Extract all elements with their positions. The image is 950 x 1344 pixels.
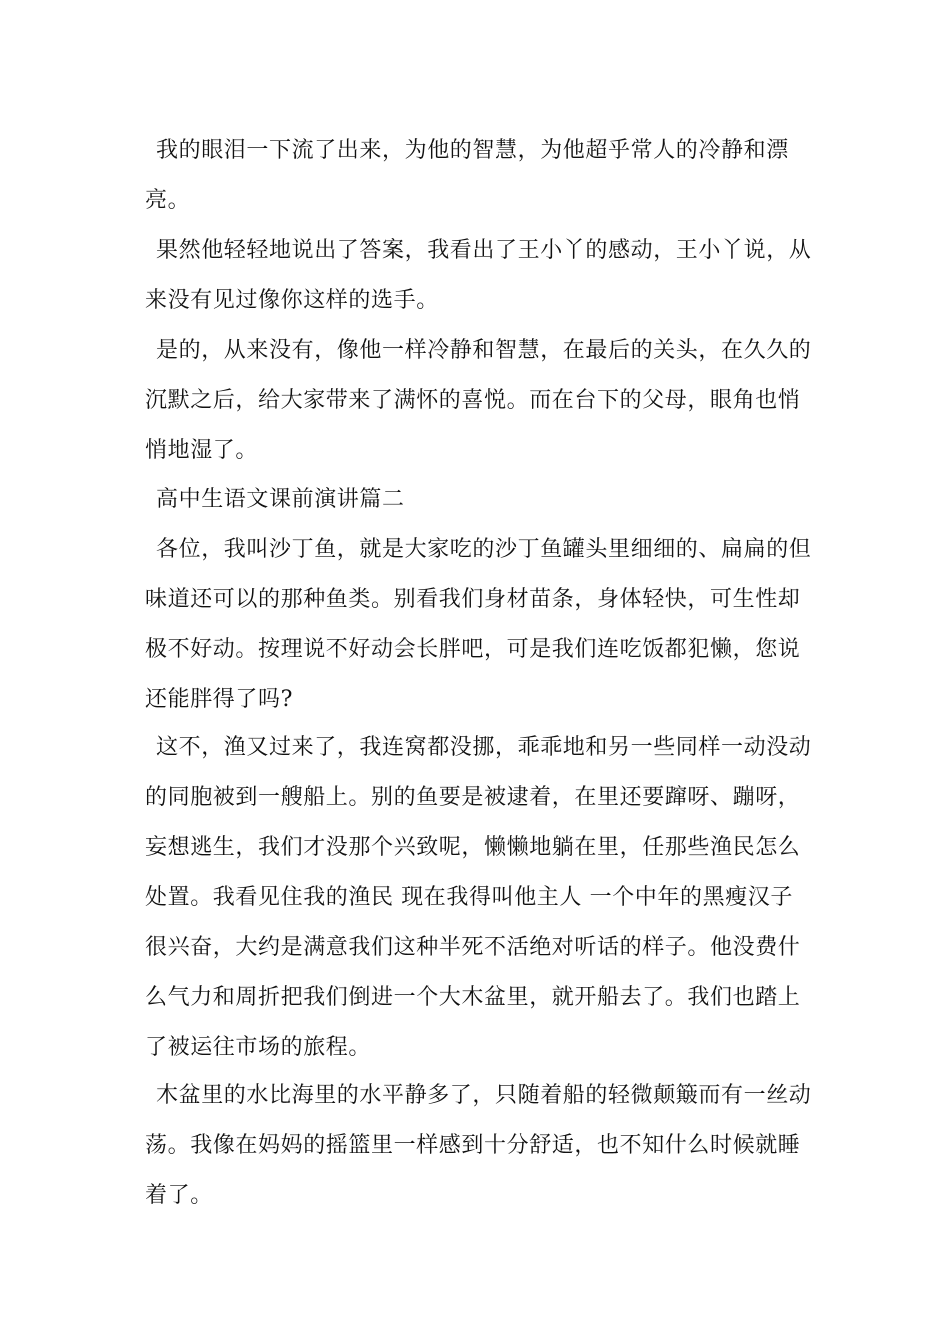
paragraph-sardine-intro: 各位，我叫沙丁鱼，就是大家吃的沙丁鱼罐头里细细的、扁扁的但味道还可以的那种鱼类。别看我们身材苗条，身体轻快，可生性却极不好动。按理说不好动会长胖吧，可是我们连吃饭都犯懒，您说还能胖得了吗? xyxy=(145,537,812,712)
paragraph-answer: 果然他轻轻地说出了答案，我看出了王小丫的感动，王小丫说，从来没有见过像你这样的选手。 xyxy=(145,238,812,313)
paragraph-tears: 我的眼泪一下流了出来，为他的智慧，为他超乎常人的冷静和漂亮。 xyxy=(145,138,789,213)
paragraph-wooden-basin: 木盆里的水比海里的水平静多了，只随着船的轻微颠簸而有一丝动荡。我像在妈妈的摇篮里一样感到十分舒适，也不知什么时候就睡着了。 xyxy=(145,1083,812,1208)
section-heading: 高中生语文课前演讲篇二 xyxy=(156,487,405,512)
paragraph-fishing-boat: 这不，渔又过来了，我连窝都没挪，乖乖地和另一些同样一动没动的同胞被到一艘船上。别的鱼要是被逮着，在里还要蹿呀、蹦呀，妄想逃生，我们才没那个兴致呢，懒懒地躺在里，任那些渔民怎么处置。我看见住我的渔民 现在我得叫他主人 一个中年的黑瘦汉子很兴奋，大约是满意我们这种半死不活绝对听话的样子。他没费什么气力和周折把我们倒进一个大木盆里，就开船去了。我们也踏上了被运往市场的旅程。 xyxy=(145,735,812,1060)
paragraph-silence: 是的，从来没有，像他一样冷静和智慧，在最后的关头，在久久的沉默之后，给大家带来了满怀的喜悦。而在台下的父母，眼角也悄悄地湿了。 xyxy=(145,338,812,463)
